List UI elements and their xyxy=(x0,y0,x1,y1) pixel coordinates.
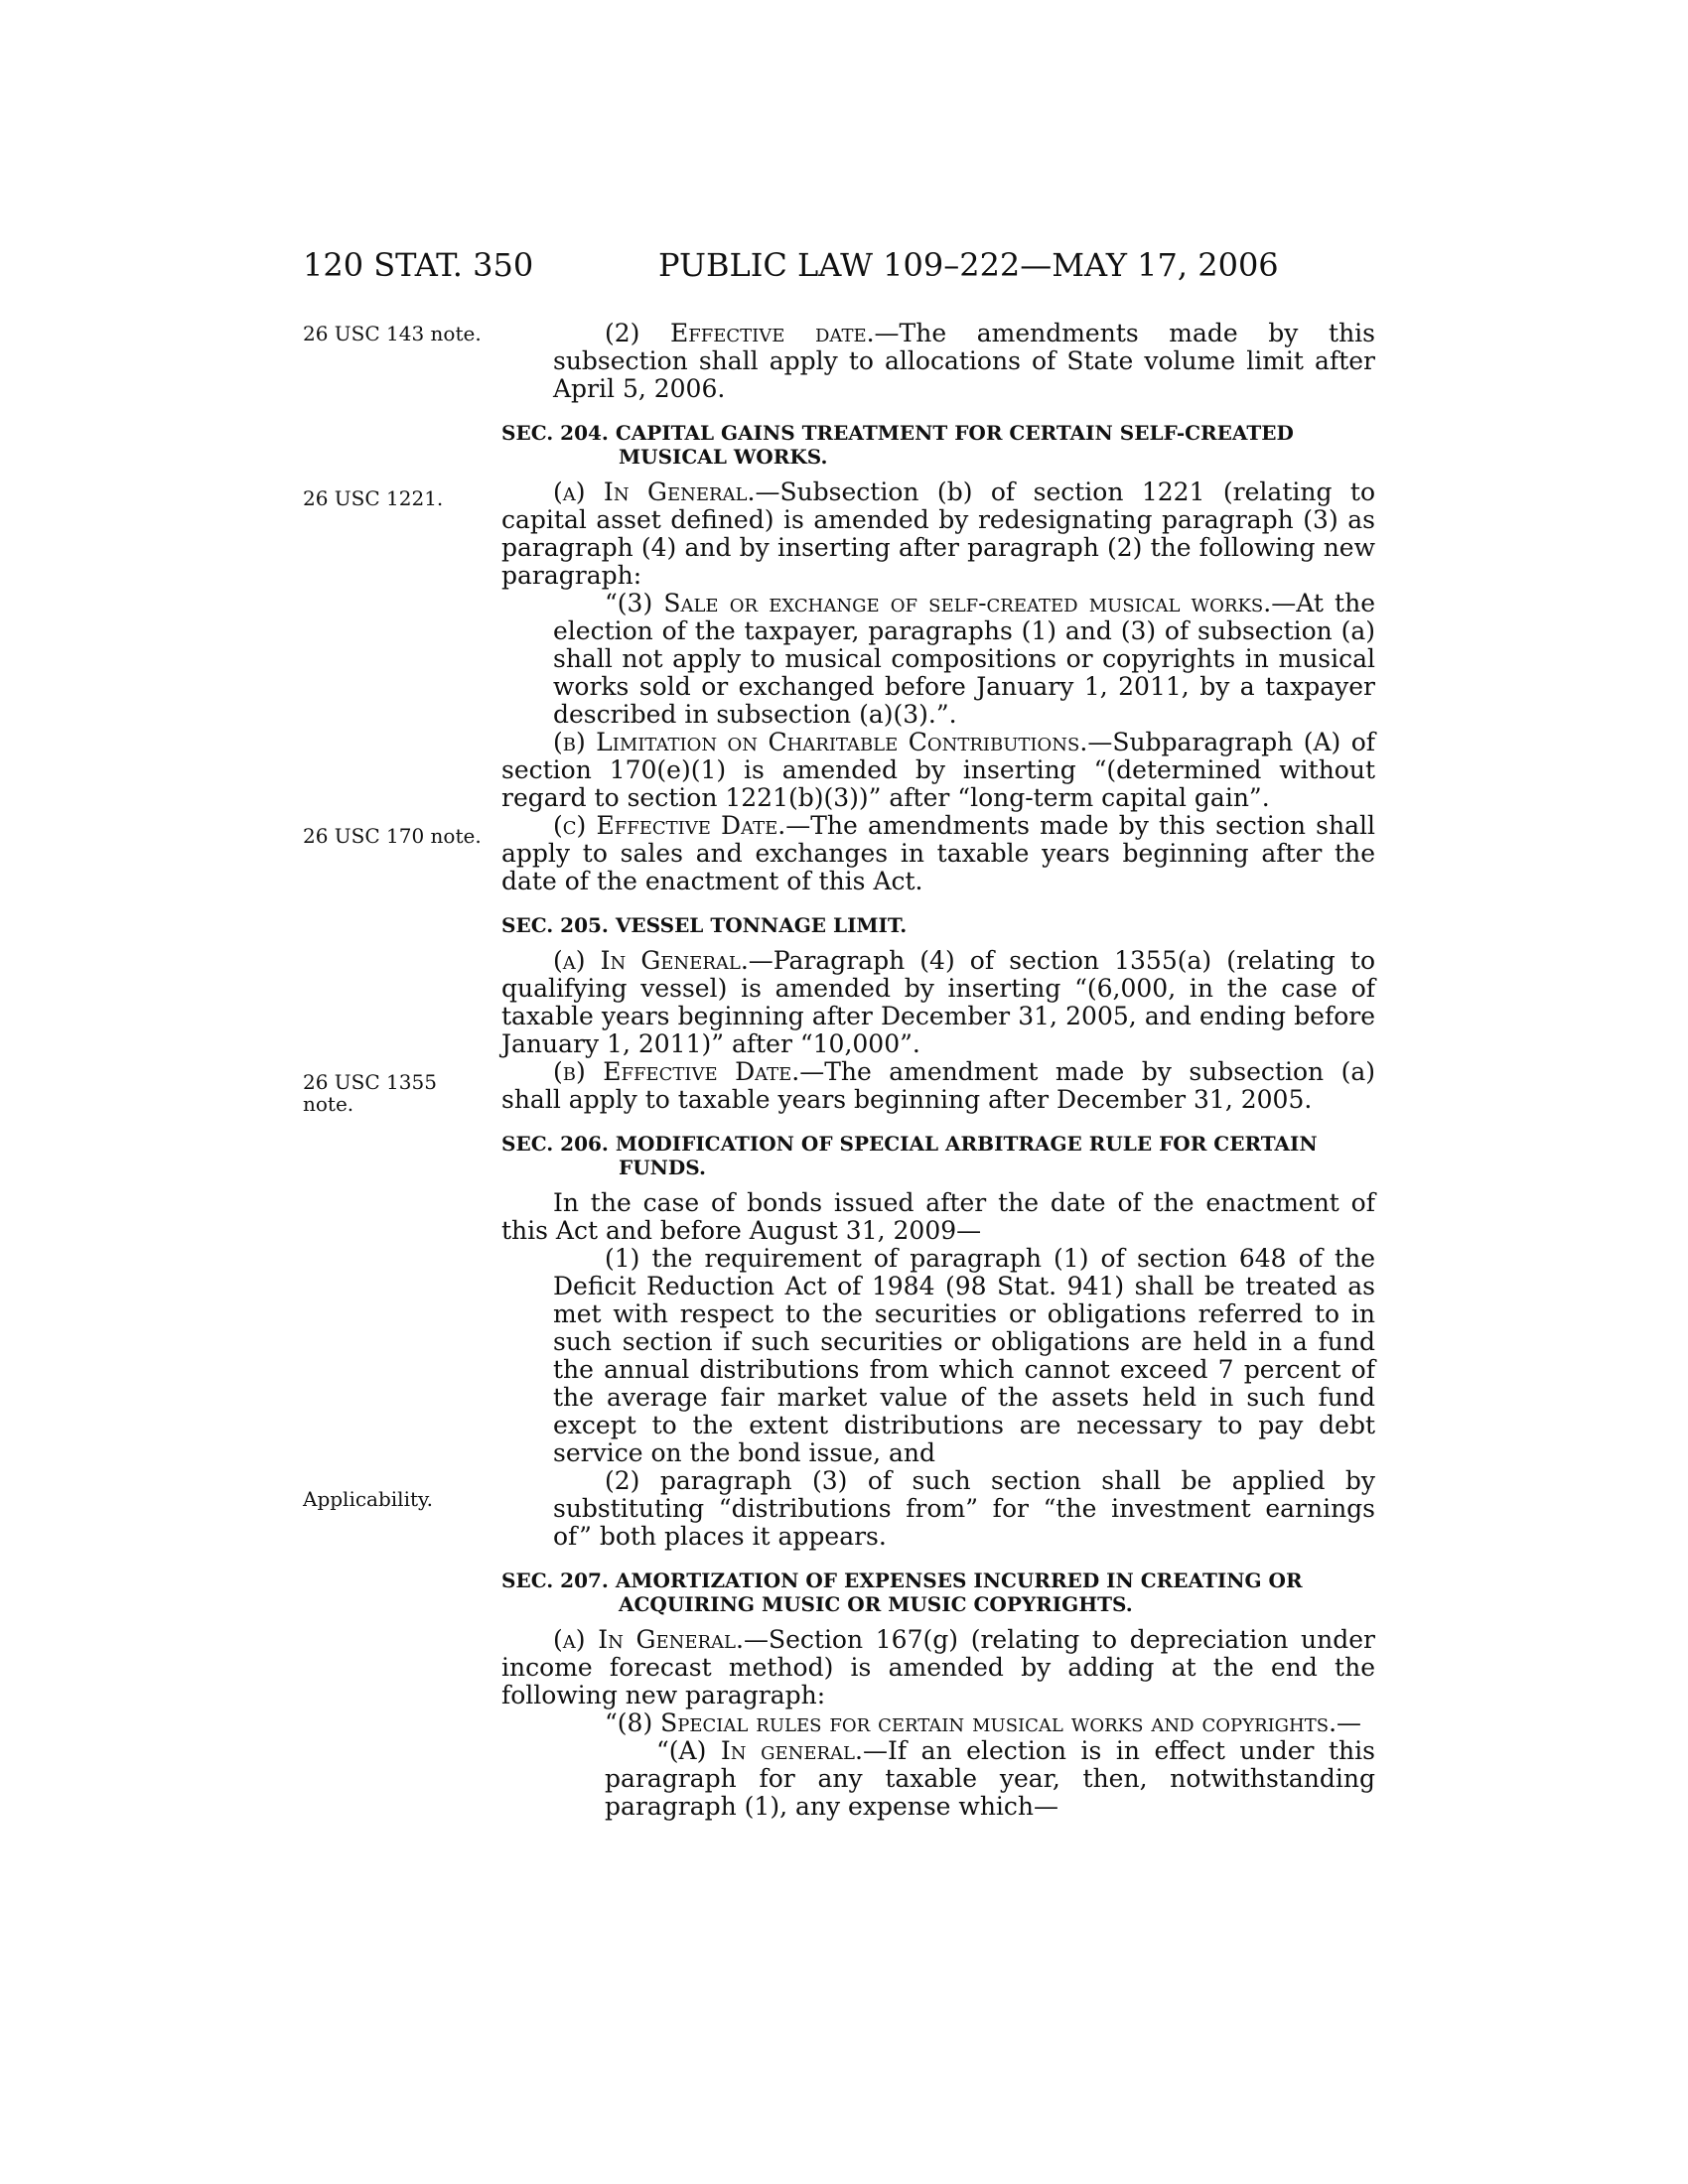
stat-page-number: 120 STAT. 350 xyxy=(303,246,534,284)
paragraph-207a8: “(8) Special rules for certain musical works and copyrights.— xyxy=(605,1708,1362,1737)
paragraph-207a: (a) In General.—Section 167(g) (relating to depreciation under income forecast method) is amended by adding at the end the following new paragraph: xyxy=(501,1625,1375,1709)
paragraph-204b: (b) Limitation on Charitable Contributions.—Subparagraph (A) of section 170(e)(1) is amended by inserting “(determined without regard to section 1221(b)(3))” after “long-term capital gain”. xyxy=(501,728,1375,812)
public-law-title: PUBLIC LAW 109–222—MAY 17, 2006 xyxy=(658,246,1279,284)
document-body xyxy=(501,320,1375,1821)
paragraph-206-intro: In the case of bonds issued after the date of the enactment of this Act and before August 31, 2009— xyxy=(501,1188,1375,1245)
paragraph-204c: (c) Effective Date.—The amendments made by this section shall apply to sales and exchanges in taxable years beginning after the date of the enactment of this Act. xyxy=(501,811,1375,895)
margin-note: 26 USC 1355 xyxy=(303,1070,437,1094)
section-heading-205: SEC. 205. VESSEL TONNAGE LIMIT. xyxy=(501,913,908,937)
section-heading-206: SEC. 206. MODIFICATION OF SPECIAL ARBITRAGE RULE FOR CERTAIN FUNDS. xyxy=(501,1132,1318,1179)
margin-note: Applicability. xyxy=(303,1487,433,1511)
paragraph-204a3: “(3) Sale or exchange of self-created musical works.—At the election of the taxpayer, paragraphs (1) and (3) of subsection (a) shall not apply to musical compositions or copyrights in musical works sold or exchanged before January 1, 2011, by a taxpayer described in subsection (a)(3).”. xyxy=(553,589,1375,729)
paragraph-effective-date: (2) Effective date.—The amendments made by this subsection shall apply to allocations of State volume limit after April 5, 2006. xyxy=(553,319,1375,403)
paragraph-206-1: (1) the requirement of paragraph (1) of section 648 of the Deficit Reduction Act of 1984 (98 Stat. 941) shall be treated as met with respect to the securities or obligations referred to in such section if such securities or obligations are held in a fund the annual distributions from which cannot exceed 7 percent of the average fair market value of the assets held in such fund except to the extent distributions are necessary to pay debt service on the bond issue, and xyxy=(553,1244,1375,1467)
margin-note: 26 USC 1221. xyxy=(303,486,444,510)
margin-note: note. xyxy=(303,1092,354,1116)
section-heading-204: SEC. 204. CAPITAL GAINS TREATMENT FOR CERTAIN SELF-CREATED MUSICAL WORKS. xyxy=(501,421,1294,469)
section-heading-207: SEC. 207. AMORTIZATION OF EXPENSES INCURRED IN CREATING OR ACQUIRING MUSIC OR MUSIC COPYRIGHTS. xyxy=(501,1569,1303,1616)
paragraph-205a: (a) In General.—Paragraph (4) of section 1355(a) (relating to qualifying vessel) is amended by inserting “(6,000, in the case of taxable years beginning after December 31, 2005, and ending before January 1, 2011)” after “10,000”. xyxy=(501,946,1375,1058)
paragraph-205b: (b) Effective Date.—The amendment made by subsection (a) shall apply to taxable years beginning after December 31, 2005. xyxy=(501,1057,1375,1114)
paragraph-207aA: “(A) In general.—If an election is in effect under this paragraph for any taxable year, then, notwithstanding paragraph (1), any expense which— xyxy=(605,1736,1375,1821)
paragraph-206-2: (2) paragraph (3) of such section shall be applied by substituting “distributions from” for “the investment earnings of” both places it appears. xyxy=(553,1466,1375,1551)
margin-note: 26 USC 143 note. xyxy=(303,322,482,345)
margin-note: 26 USC 170 note. xyxy=(303,824,482,848)
paragraph-204a: (a) In General.—Subsection (b) of section 1221 (relating to capital asset defined) is amended by redesignating paragraph (3) as paragraph (4) and by inserting after paragraph (2) the following new paragraph: xyxy=(501,478,1375,590)
page-header xyxy=(303,246,1375,286)
